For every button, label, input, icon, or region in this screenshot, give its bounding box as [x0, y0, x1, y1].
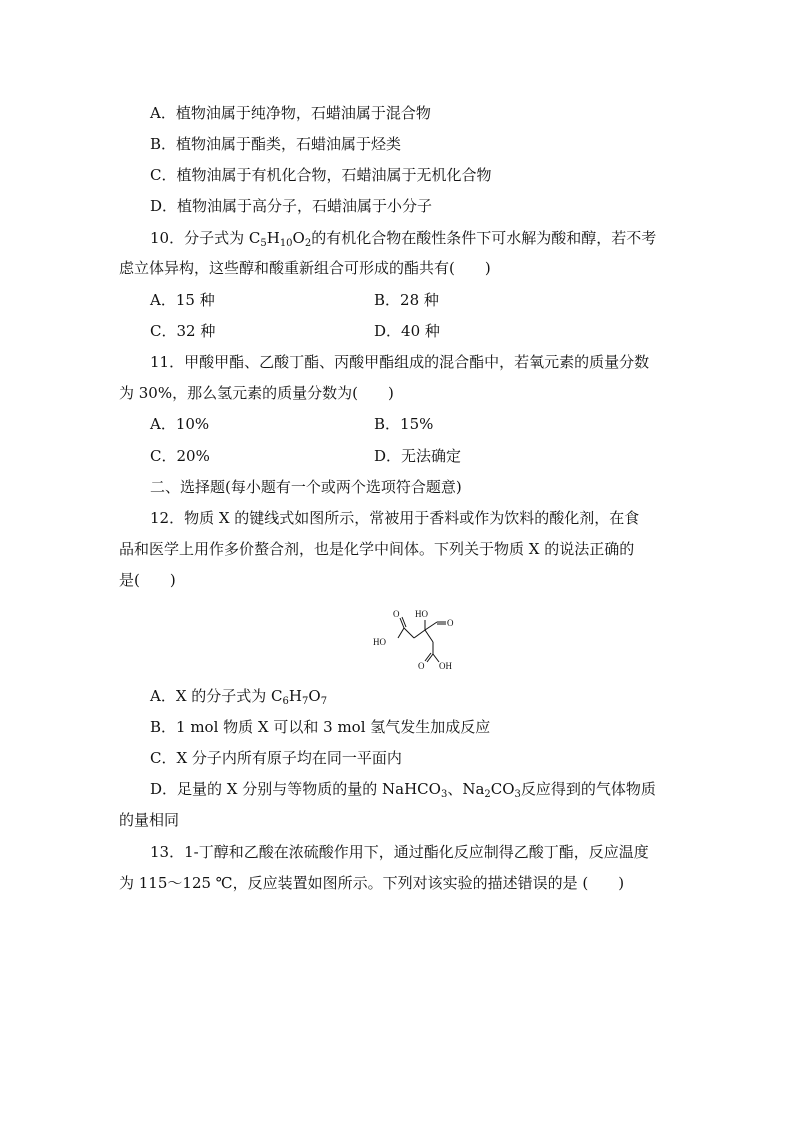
q10-option-d: D．40 种 [374, 322, 440, 340]
q10-stem-line1: 10．分子式为 $C_5H_{10}O_2$的有机化合物在酸性条件下可水解为酸和醇，若不考 [150, 229, 657, 249]
label-o-bottom: O [418, 661, 425, 671]
q12-stem-line1: 12．物质 X 的键线式如图所示，常被用于香料或作为饮料的酸化剂，在食 [150, 509, 640, 527]
label-oh-bottom: OH [439, 661, 452, 671]
label-o-top-left: O [393, 609, 400, 619]
q12-option-c: C．X 分子内所有原子均在同一平面内 [150, 749, 402, 767]
q9-option-a: A．植物油属于纯净物，石蜡油属于混合物 [150, 104, 431, 122]
q10-stem-line2: 虑立体异构，这些醇和酸重新组合可形成的酯共有( ) [119, 259, 491, 277]
q10-option-b: B．28 种 [374, 291, 439, 309]
label-ho-left: HO [373, 637, 386, 647]
q10-option-c: C．32 种 [150, 322, 216, 340]
q11-option-c: C．20% [150, 447, 210, 465]
q11-option-b: B．15% [374, 415, 434, 433]
q12-option-d-line2: 的量相同 [119, 811, 180, 829]
q13-stem-line2: 为 115～125 ℃，反应装置如图所示。下列对该实验的描述错误的是 ( ) [119, 874, 625, 892]
label-ho-top: HO [415, 609, 428, 619]
q12-option-d: D．足量的 X 分别与等物质的量的 NaHCO$_3$、$Na_2CO_3$反应得到的气体物质 [150, 780, 656, 800]
q9-option-b: B．植物油属于酯类，石蜡油属于烃类 [150, 135, 402, 153]
label-o-right: O [447, 618, 454, 628]
q11-option-d: D．无法确定 [374, 447, 462, 465]
q12-option-b: B．1 mol 物质 X 可以和 3 mol 氢气发生加成反应 [150, 718, 491, 736]
q10-option-a: A．15 种 [150, 291, 215, 309]
q9-option-c: C．植物油属于有机化合物，石蜡油属于无机化合物 [150, 166, 492, 184]
q12-stem-line3: 是( ) [119, 571, 176, 589]
section-heading: 二、选择题(每小题有一个或两个选项符合题意) [150, 478, 462, 496]
q11-stem-line1: 11．甲酸甲酯、乙酸丁酯、丙酸甲酯组成的混合酯中，若氧元素的质量分数 [150, 353, 650, 371]
q9-option-d: D．植物油属于高分子，石蜡油属于小分子 [150, 197, 433, 215]
molecule-structure-diagram [360, 598, 470, 676]
q13-stem-line1: 13．1-丁醇和乙酸在浓硫酸作用下，通过酯化反应制得乙酸丁酯，反应温度 [150, 843, 649, 861]
q11-option-a: A．10% [150, 415, 210, 433]
q11-stem-line2: 为 30%，那么氢元素的质量分数为( ) [119, 384, 394, 402]
q12-stem-line2: 品和医学上用作多价螯合剂，也是化学中间体。下列关于物质 X 的说法正确的 [119, 540, 635, 558]
q12-option-a: A．X 的分子式为 $C_6H_7O_7$ [150, 687, 328, 707]
